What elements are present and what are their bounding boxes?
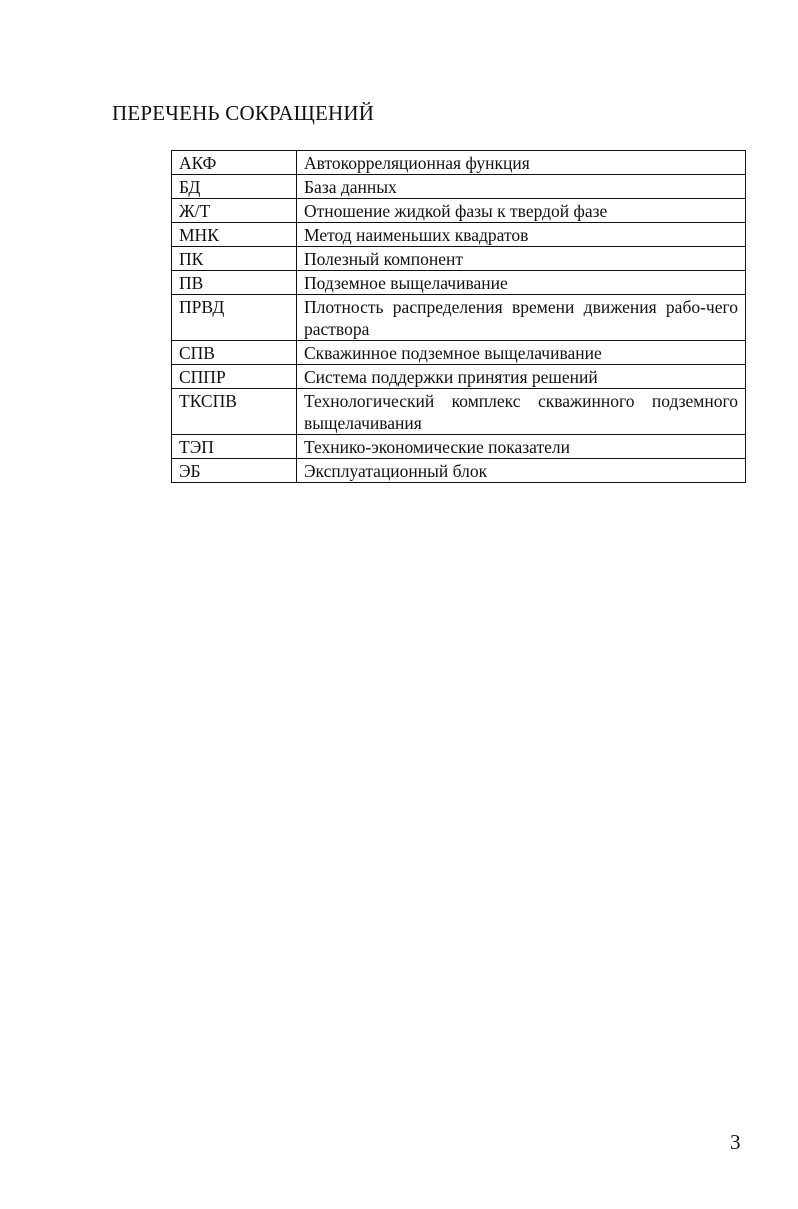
abbreviation-cell: Ж/Т (172, 199, 297, 223)
table-row (172, 389, 746, 435)
abbreviation-cell: СППР (172, 365, 297, 389)
table-row (172, 459, 746, 483)
table-row (172, 271, 746, 295)
definition-cell: Отношение жидкой фазы к твердой фазе (297, 199, 746, 223)
abbreviation-cell: МНК (172, 223, 297, 247)
page-number: 3 (730, 1130, 741, 1154)
abbreviation-cell: ТЭП (172, 435, 297, 459)
abbreviation-cell: ЭБ (172, 459, 297, 483)
definition-cell: Автокорреляционная функция (297, 151, 746, 175)
definition-cell: Подземное выщелачивание (297, 271, 746, 295)
page-title: ПЕРЕЧЕНЬ СОКРАЩЕНИЙ (112, 101, 375, 125)
abbreviation-cell: ПВ (172, 271, 297, 295)
definition-cell: Технико-экономические показатели (297, 435, 746, 459)
abbreviation-cell: АКФ (172, 151, 297, 175)
definition-cell: Эксплуатационный блок (297, 459, 746, 483)
abbreviation-cell: ПРВД (172, 295, 297, 341)
abbreviation-cell: СПВ (172, 341, 297, 365)
definition-cell: Плотность распределения времени движения рабо-чего раствора (297, 295, 746, 341)
abbreviation-cell: БД (172, 175, 297, 199)
table-row (172, 435, 746, 459)
definition-cell: База данных (297, 175, 746, 199)
abbreviation-cell: ПК (172, 247, 297, 271)
definition-cell: Технологический комплекс скважинного подземного выщелачивания (297, 389, 746, 435)
abbreviations-table (171, 150, 746, 483)
abbreviation-cell: ТКСПВ (172, 389, 297, 435)
table-row (172, 247, 746, 271)
definition-cell: Система поддержки принятия решений (297, 365, 746, 389)
definition-cell: Метод наименьших квадратов (297, 223, 746, 247)
table-row (172, 365, 746, 389)
table-row (172, 151, 746, 175)
definition-cell: Полезный компонент (297, 247, 746, 271)
table-row (172, 199, 746, 223)
table-row (172, 341, 746, 365)
definition-cell: Скважинное подземное выщелачивание (297, 341, 746, 365)
table-row (172, 223, 746, 247)
table-row (172, 295, 746, 341)
table-row (172, 175, 746, 199)
